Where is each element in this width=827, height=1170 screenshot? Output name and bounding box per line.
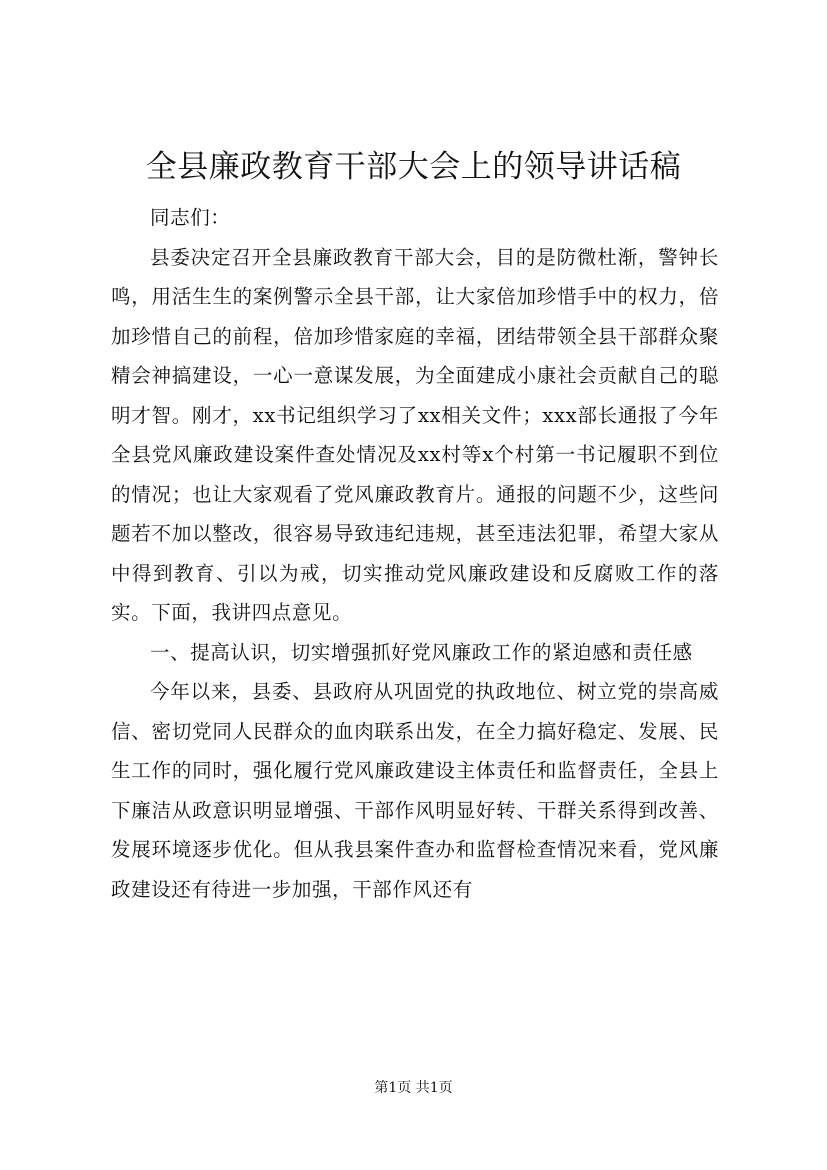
section-heading-1: 一、提高认识，切实增强抓好党风廉政工作的紧迫感和责任感 [150,640,693,664]
page-footer: 第1页 共1页 [374,1080,453,1096]
paragraph-section-1: 今年以来，县委、县政府从巩固党的执政地位、树立党的崇高威信、密切党同人民群众的血肉联系出发，在全力搞好稳定、发展、民生工作的同时，强化履行党风廉政建设主体责任和监督责任，全县上下廉洁从政意识明显增强、干部作风明显好转、干群关系得到改善、发展环境逐步优化。但从我县案件查办和监督检查情况来看，党风廉政建设还有待进一步加强，干部作风还有 [111,680,719,901]
document-body [111,198,719,909]
document-title: 全县廉政教育干部大会上的领导讲话稿 [145,149,682,185]
paragraph-intro: 县委决定召开全县廉政教育干部大会，目的是防微杜渐，警钟长鸣，用活生生的案例警示全县干部，让大家倍加珍惜手中的权力，倍加珍惜自己的前程，倍加珍惜家庭的幸福，团结带领全县干部群众聚精会神搞建设，一心一意谋发展，为全面建成小康社会贡献自己的聪明才智。刚才，xx书记组织学习了xx相关文件；xxx部长通报了今年全县党风廉政建设案件查处情况及xx村等x个村第一书记履职不到位的情况；也让大家观看了党风廉政教育片。通报的问题不少，这些问题若不加以整改，很容易导致违纪违规，甚至违法犯罪，希望大家从中得到教育、引以为戒，切实推动党风廉政建设和反腐败工作的落实。下面，我讲四点意见。 [111,245,719,624]
greeting: 同志们： [150,206,231,229]
